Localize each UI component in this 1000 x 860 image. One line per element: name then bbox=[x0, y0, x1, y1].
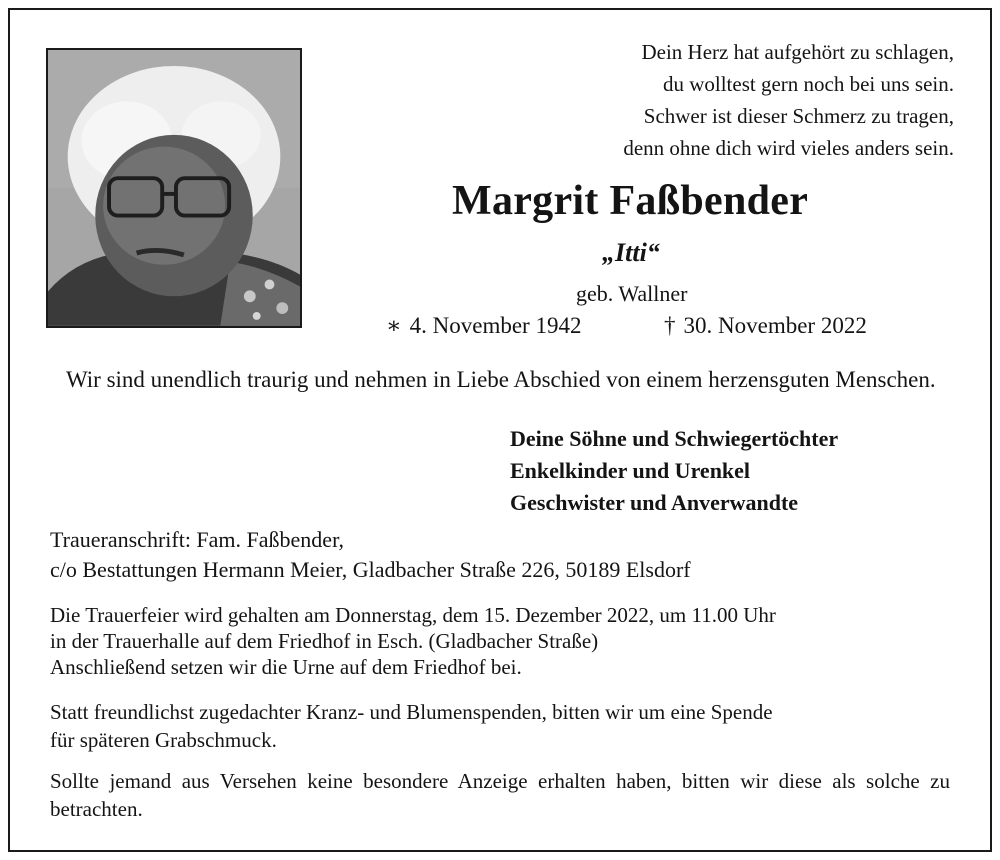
address-line: Traueranschrift: Fam. Faßbender, bbox=[50, 527, 345, 552]
death-date-line bbox=[664, 313, 867, 339]
farewell-text: Wir sind unendlich traurig und nehmen in Liebe Abschied von einem herzensguten Menschen. bbox=[66, 367, 936, 392]
birth-star-icon: ∗ bbox=[386, 313, 402, 338]
family-line: Enkelkinder und Urenkel bbox=[510, 458, 751, 483]
family-line: Geschwister und Anverwandte bbox=[510, 490, 799, 515]
death-date: 30. November 2022 bbox=[683, 313, 867, 338]
ceremony-line: Die Trauerfeier wird gehalten am Donnerstag, dem 15. Dezember 2022, um 11.00 Uhr bbox=[50, 603, 776, 627]
poem-line: denn ohne dich wird vieles anders sein. bbox=[623, 136, 954, 160]
ceremony-info bbox=[50, 602, 776, 680]
poem-line: Schwer ist dieser Schmerz zu tragen, bbox=[643, 104, 954, 128]
death-cross-icon: † bbox=[664, 313, 676, 338]
notice-text: Sollte jemand aus Versehen keine besondere Anzeige erhalten haben, bitten wir diese als solche zu betrachten. bbox=[50, 769, 950, 821]
deceased-name: Margrit Faßbender bbox=[452, 178, 809, 224]
deceased-nickname: „Itti“ bbox=[602, 238, 660, 267]
poem-line: Dein Herz hat aufgehört zu schlagen, bbox=[641, 40, 954, 64]
portrait-image bbox=[48, 50, 300, 326]
ceremony-line: Anschließend setzen wir die Urne auf dem Friedhof bei. bbox=[50, 655, 522, 679]
birth-date: 4. November 1942 bbox=[409, 313, 582, 338]
mourning-address bbox=[50, 525, 691, 585]
maiden-name: geb. Wallner bbox=[576, 281, 688, 306]
family-line: Deine Söhne und Schwiegertöchter bbox=[510, 426, 839, 451]
donation-line: Statt freundlichst zugedachter Kranz- und Blumenspenden, bitten wir um eine Spende bbox=[50, 700, 773, 724]
donation-line: für späteren Grabschmuck. bbox=[50, 728, 277, 752]
portrait-photo bbox=[46, 48, 302, 328]
family-signature bbox=[510, 423, 838, 519]
poem-line: du wolltest gern noch bei uns sein. bbox=[662, 72, 954, 96]
address-line: c/o Bestattungen Hermann Meier, Gladbacher Straße 226, 50189 Elsdorf bbox=[50, 557, 691, 582]
ceremony-line: in der Trauerhalle auf dem Friedhof in Esch. (Gladbacher Straße) bbox=[50, 629, 599, 653]
donation-request bbox=[50, 698, 773, 754]
poem bbox=[623, 36, 954, 164]
birth-date-line bbox=[386, 313, 581, 339]
